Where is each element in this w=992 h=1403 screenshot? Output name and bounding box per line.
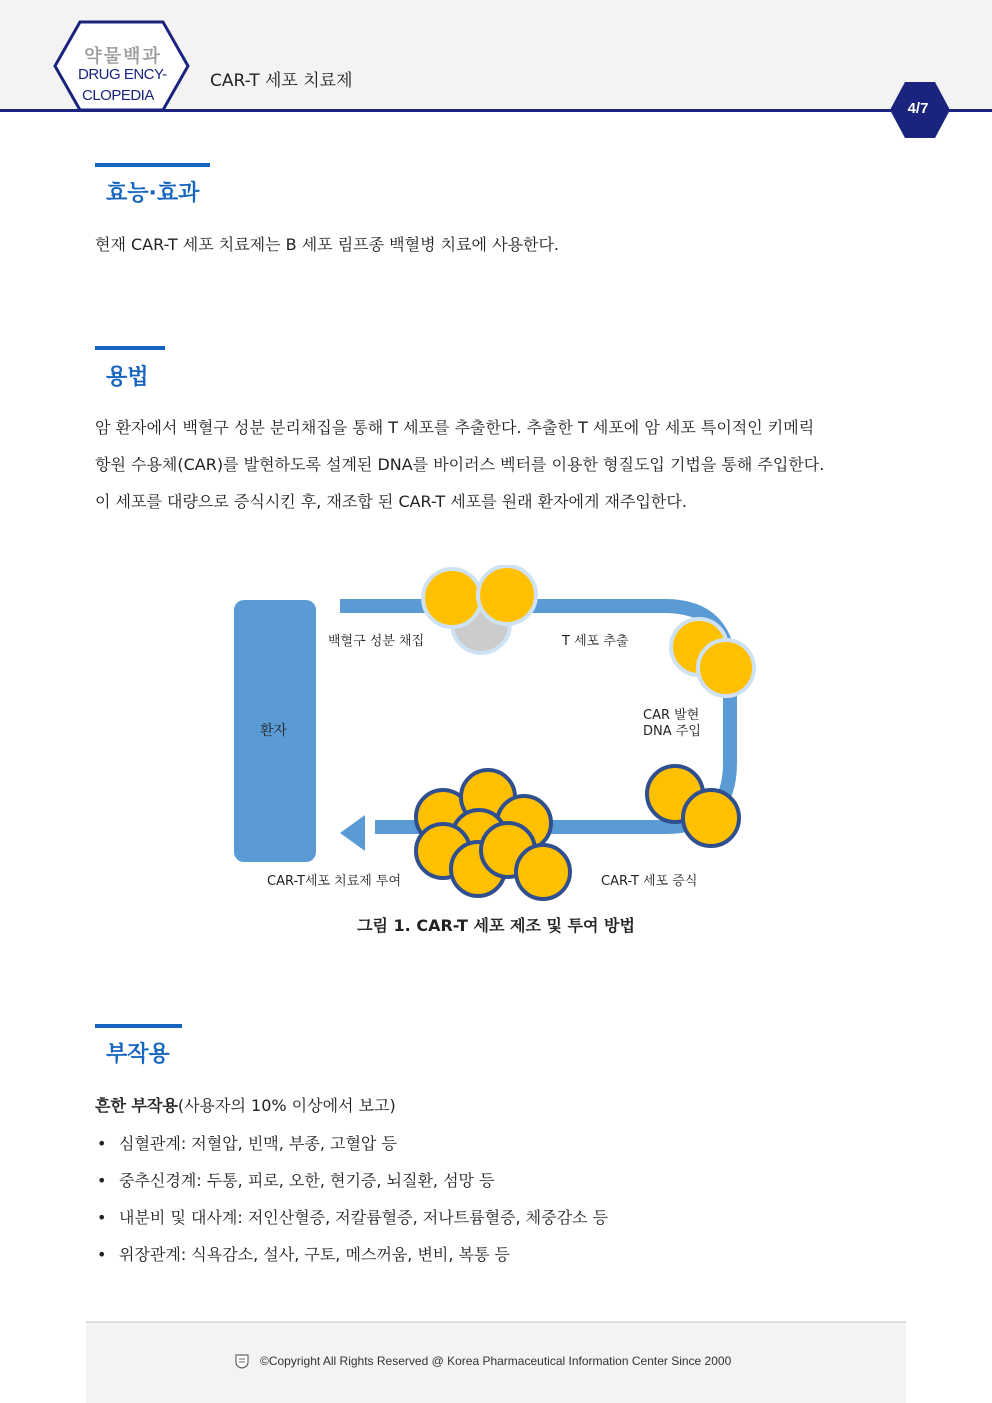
diagram-label-car-line2: DNA 주입 [643, 724, 701, 739]
document-title: CAR-T 세포 치료제 [210, 71, 353, 91]
t-cell [478, 566, 536, 624]
list-item: • 내분비 및 대사계: 저인산혈증, 저칼륨혈증, 저나트륨혈증, 체중감소 등 [97, 1208, 609, 1227]
t-cell [698, 640, 754, 696]
diagram-label-infuse: CAR-T세포 치료제 투여 [267, 874, 402, 889]
logo-english-line1: DRUG ENCY- [78, 66, 167, 83]
section-bar-side-effects [95, 1024, 182, 1028]
car-t-process-diagram [225, 565, 765, 910]
flow-arrow-icon [340, 815, 365, 851]
section-bar-usage [95, 346, 165, 350]
usage-line-3: 이 세포를 대량으로 증식시킨 후, 재조합 된 CAR-T 세포를 원래 환자에게 재주입한다. [95, 492, 687, 511]
car-t-cell [516, 845, 570, 899]
bullet-icon: • [97, 1134, 107, 1153]
page-header [0, 0, 992, 140]
section-title-efficacy: 효능·효과 [106, 181, 200, 206]
usage-line-2: 항원 수용체(CAR)를 발현하도록 설계된 DNA를 바이러스 벡터를 이용한 형질도입 기법을 통해 주입한다. [95, 455, 825, 474]
t-cell [423, 569, 481, 627]
section-title-usage: 용법 [106, 365, 149, 390]
efficacy-text: 현재 CAR-T 세포 치료제는 B 세포 림프종 백혈병 치료에 사용한다. [95, 235, 559, 254]
diagram-label-expand: CAR-T 세포 증식 [601, 874, 698, 889]
list-item: • 중추신경계: 두통, 피로, 오한, 현기증, 뇌질환, 섬망 등 [97, 1171, 495, 1190]
diagram-label-patient: 환자 [260, 723, 288, 739]
car-t-cell [683, 790, 739, 846]
logo-english-line2: CLOPEDIA [82, 87, 154, 104]
page-number: 4/7 [907, 100, 929, 117]
subhead-bold: 흔한 부작용 [95, 1096, 178, 1115]
bullet-icon: • [97, 1171, 107, 1190]
side-effects-subhead [95, 1093, 396, 1116]
logo-korean-text: 약물백과 [84, 46, 162, 67]
figure-caption: 그림 1. CAR-T 세포 제조 및 투여 방법 [357, 916, 635, 935]
subhead-rest: (사용자의 10% 이상에서 보고) [177, 1096, 396, 1115]
list-item: • 심혈관계: 저혈압, 빈맥, 부종, 고혈압 등 [97, 1134, 397, 1153]
section-title-side-effects: 부작용 [106, 1042, 170, 1067]
diagram-label-apheresis: 백혈구 성분 채집 [328, 634, 425, 649]
section-bar-efficacy [95, 163, 210, 167]
diagram-label-car-line1: CAR 발현 [643, 708, 700, 723]
kpic-emblem-icon [234, 1353, 250, 1369]
footer-copyright: ©Copyright All Rights Reserved @ Korea Pharmaceutical Information Center Since 2000 [260, 1354, 732, 1368]
bullet-icon: • [97, 1208, 107, 1227]
usage-line-1: 암 환자에서 백혈구 성분 분리채집을 통해 T 세포를 추출한다. 추출한 T 세포에 암 세포 특이적인 키메릭 [95, 418, 815, 437]
list-item: • 위장관계: 식욕감소, 설사, 구토, 메스꺼움, 변비, 복통 등 [97, 1245, 510, 1264]
bullet-icon: • [97, 1245, 107, 1264]
diagram-label-t-extract: T 세포 추출 [562, 634, 629, 649]
